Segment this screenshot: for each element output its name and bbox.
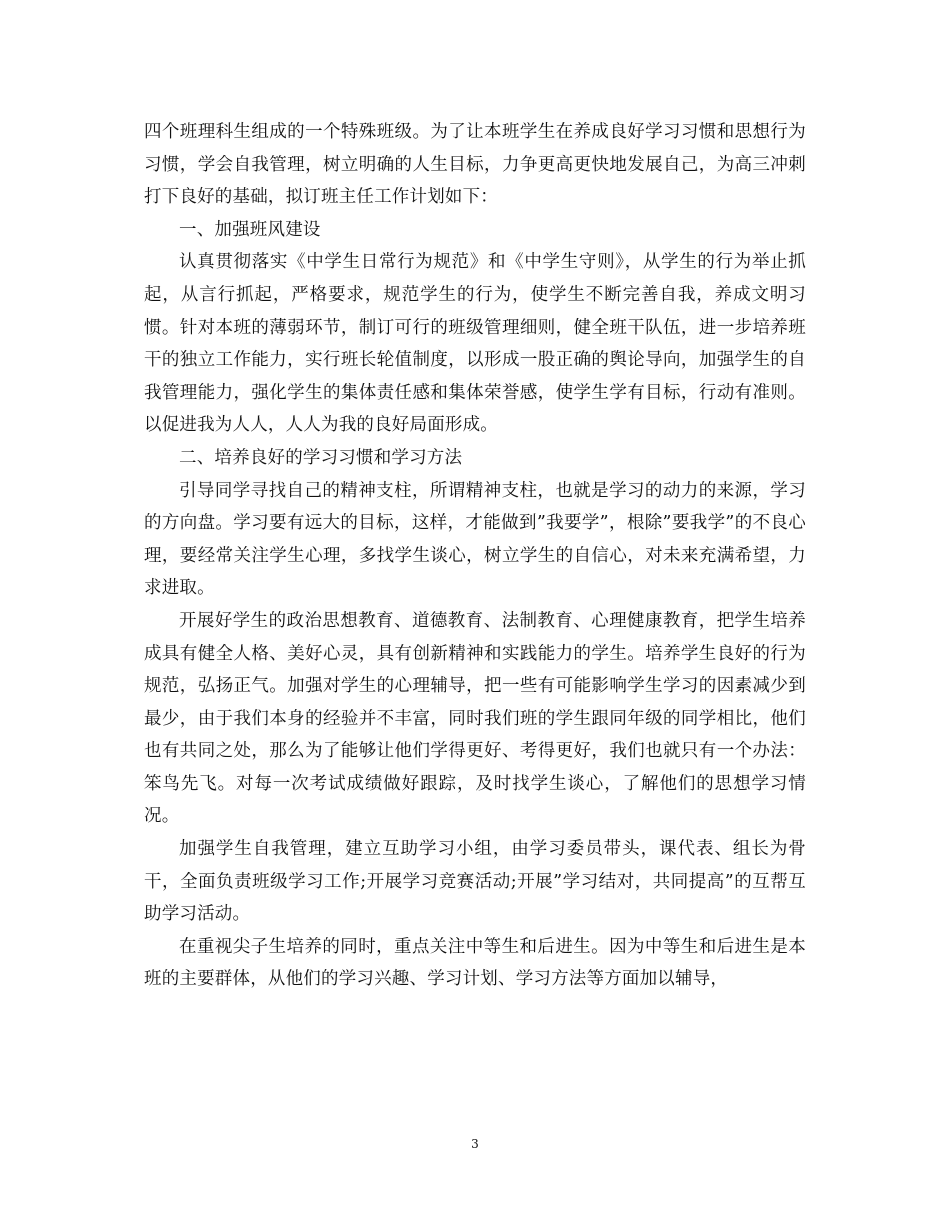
section-heading-2: 二、培养良好的学习习惯和学习方法 bbox=[179, 447, 463, 468]
section-heading-1: 一、加强班风建设 bbox=[179, 219, 321, 240]
paragraph-6: 在重视尖子生培养的同时，重点关注中等生和后进生。因为中等生和后进生是本班的主要群体，从他们的学习兴趣、学习计划、学习方法等方面加以辅导， bbox=[144, 936, 806, 990]
paragraph-3: 引导同学寻找自己的精神支柱，所谓精神支柱，也就是学习的动力的来源，学习的方向盘。学习要有远大的目标，这样，才能做到”我要学”，根除”要我学”的不良心理，要经常关注学生心理，多找学生谈心，树立学生的自信心，对未来充满希望，力求进取。 bbox=[144, 480, 806, 599]
paragraph-2: 认真贯彻落实《中学生日常行为规范》和《中学生守则》，从学生的行为举止抓起，从言行抓起，严格要求，规范学生的行为，使学生不断完善自我，养成文明习惯。针对本班的薄弱环节，制订可行的班级管理细则，健全班干队伍，进一步培养班干的独立工作能力，实行班长轮值制度，以形成一股正确的舆论导向，加强学生的自我管理能力，强化学生的集体责任感和集体荣誉感，使学生学有目标，行动有准则。以促进我为人人，人人为我的良好局面形成。 bbox=[144, 252, 806, 436]
paragraph-4: 开展好学生的政治思想教育、道德教育、法制教育、心理健康教育，把学生培养成具有健全人格、美好心灵，具有创新精神和实践能力的学生。培养学生良好的行为规范，弘扬正气。加强对学生的心理辅导，把一些有可能影响学生学习的因素减少到最少，由于我们本身的经验并不丰富，同时我们班的学生跟同年级的同学相比，他们也有共同之处，那么为了能够让他们学得更好、考得更好，我们也就只有一个办法：笨鸟先飞。对每一次考试成绩做好跟踪，及时找学生谈心，了解他们的思想学习情况。 bbox=[144, 610, 806, 827]
document-body bbox=[144, 116, 806, 996]
page-number: 3 bbox=[471, 1137, 479, 1151]
paragraph-5: 加强学生自我管理，建立互助学习小组，由学习委员带头，课代表、组长为骨干，全面负责班级学习工作;开展学习竞赛活动;开展”学习结对，共同提高”的互帮互助学习活动。 bbox=[144, 839, 806, 925]
paragraph-1: 四个班理科生组成的一个特殊班级。为了让本班学生在养成良好学习习惯和思想行为习惯，学会自我管理，树立明确的人生目标，力争更高更快地发展自己，为高三冲刺打下良好的基础，拟订班主任工作计划如下： bbox=[144, 122, 806, 208]
